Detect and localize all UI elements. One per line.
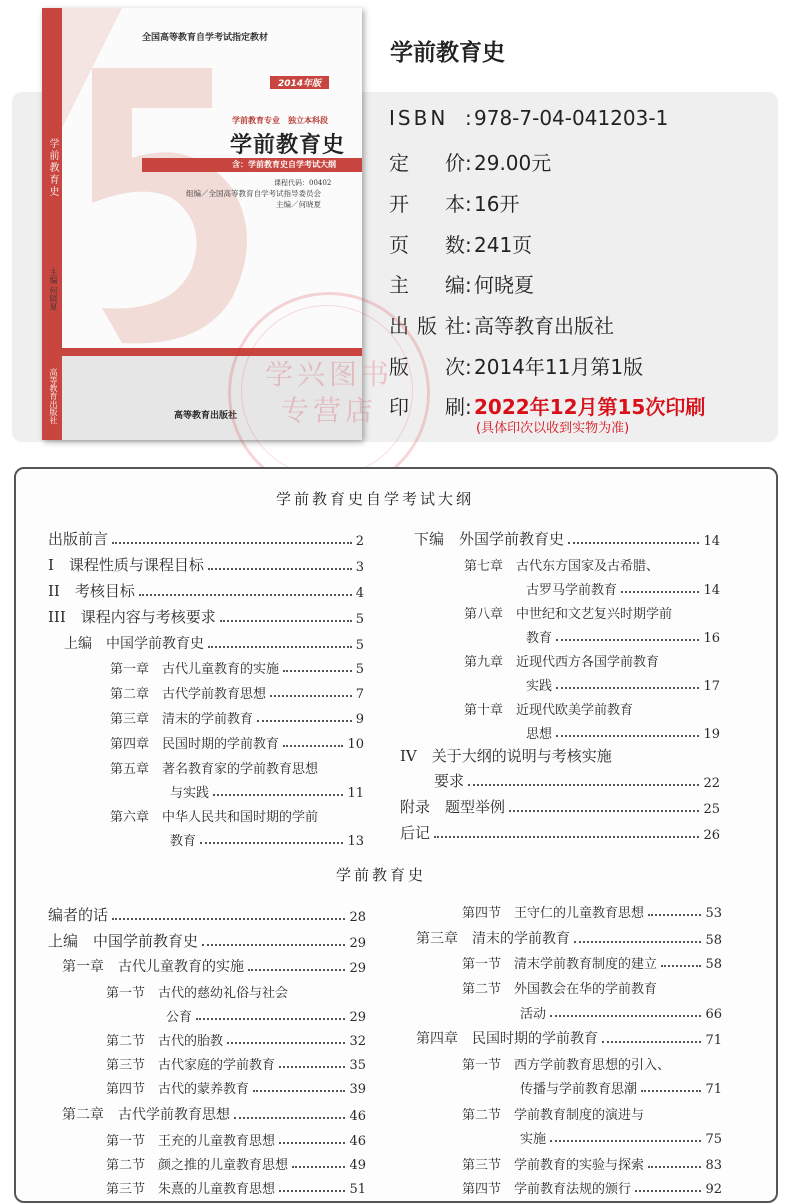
toc-leader-dots (602, 1041, 701, 1043)
cover-year-badge: 2014年版 (270, 76, 329, 89)
toc-entry (520, 1128, 722, 1147)
toc-entry (48, 528, 364, 549)
toc-entry-title: 第二节 古代的胎教 (106, 1034, 224, 1049)
toc-entry (520, 1078, 722, 1097)
toc-page-number: 29 (349, 1010, 366, 1025)
toc-entry (106, 982, 366, 1001)
toc-leader-dots (234, 1117, 345, 1119)
toc-entry-title: 第一章 古代儿童教育的实施 (62, 959, 244, 975)
toc-entry-title: IV 关于大纲的说明与考核实施 (400, 747, 612, 765)
toc-entry-title: 古罗马学前教育 (526, 583, 618, 598)
toc-entry (526, 579, 720, 598)
toc-entry (526, 675, 720, 694)
info-label: ISBN (389, 106, 449, 130)
toc-entry (110, 758, 364, 777)
toc-entry-title: 上编 中国学前教育史 (64, 636, 204, 652)
toc-page-number: 58 (705, 957, 722, 972)
toc-entry-title: 传播与学前教育思潮 (520, 1082, 638, 1097)
toc-leader-dots (279, 1190, 345, 1192)
info-value: 高等教育出版社 (474, 314, 614, 338)
info-label: 开本 (389, 192, 465, 216)
info-value: 978-7-04-041203-1 (474, 106, 669, 130)
toc-leader-dots (202, 944, 345, 946)
toc-entry (166, 1006, 366, 1025)
toc-entry (48, 554, 364, 575)
toc-page-number: 5 (355, 612, 364, 627)
toc-page-number: 46 (349, 1109, 366, 1124)
toc-entry-title: 后记 (400, 824, 431, 842)
toc-leader-dots (550, 1140, 701, 1142)
toc-leader-dots (550, 1015, 701, 1017)
toc-page-number: 58 (705, 933, 722, 948)
toc-entry (462, 1154, 722, 1173)
toc-leader-dots (509, 810, 699, 812)
toc-entry (110, 683, 364, 702)
info-row-format: 开本: 16开 (389, 188, 519, 217)
toc-entry (464, 555, 720, 574)
toc-entry (400, 745, 720, 766)
toc-leader-dots (208, 568, 352, 570)
info-label: 印刷 (389, 395, 465, 419)
toc-entry (464, 651, 720, 670)
toc-page-number: 92 (705, 1182, 722, 1197)
toc-entry (416, 1028, 722, 1048)
info-row-edition: 版次: 2014年11月第1版 (389, 351, 643, 380)
toc-leader-dots (635, 1190, 701, 1192)
toc-entry-title: 第三节 古代家庭的学前教育 (106, 1058, 276, 1073)
toc-leader-dots (139, 594, 352, 596)
toc-page-number: 29 (349, 961, 366, 976)
toc-page-number: 19 (703, 727, 720, 742)
toc-page-number: 46 (349, 1134, 366, 1149)
toc-leader-dots (556, 735, 699, 737)
toc-entry-title: 教育 (526, 631, 553, 646)
toc-entry (464, 603, 720, 622)
toc-entry-title: 第二节 外国教会在华的学前教育 (462, 982, 658, 997)
toc-leader-dots (196, 1018, 345, 1020)
toc-entry-title: 第三章 清末的学前教育 (110, 712, 254, 727)
toc-leader-dots (648, 914, 701, 916)
toc-page-number: 35 (349, 1058, 366, 1073)
toc-entry (414, 528, 720, 549)
toc-leader-dots (574, 941, 701, 943)
toc-leader-dots (279, 1066, 345, 1068)
toc-page-number: 22 (703, 776, 720, 791)
toc-entry-title: 第十章 近现代欧美学前教育 (464, 703, 634, 718)
toc-page-number: 75 (705, 1132, 722, 1147)
toc-entry-title: 第三章 清末的学前教育 (416, 931, 570, 947)
toc-page-number: 7 (355, 687, 364, 702)
toc-entry (110, 708, 364, 727)
toc-page-number: 39 (349, 1082, 366, 1097)
watermark-line2: 专营店 (280, 394, 377, 427)
toc-entry (462, 978, 722, 997)
toc-entry-title: 公育 (166, 1010, 193, 1025)
toc-page-number: 32 (349, 1034, 366, 1049)
toc-leader-dots (648, 1166, 701, 1168)
info-value: 241页 (474, 233, 533, 257)
toc-entry (416, 928, 722, 948)
toc-entry-title: 第二章 古代学前教育思想 (62, 1107, 230, 1123)
toc-leader-dots (568, 542, 699, 544)
toc-leader-dots (248, 969, 345, 971)
toc-page-number: 13 (347, 834, 364, 849)
info-label: 出版社 (389, 314, 465, 338)
info-value: 29.00元 (474, 151, 552, 175)
toc-entry (106, 1130, 366, 1149)
toc-leader-dots (200, 842, 343, 844)
toc-page-number: 9 (355, 712, 364, 727)
toc-entry-title: 第一节 古代的慈幼礼俗与社会 (106, 986, 289, 1001)
cover-chief-editor: 主编／何晓夏 (276, 200, 321, 209)
toc-entry (48, 904, 366, 925)
toc-page-number: 16 (703, 631, 720, 646)
toc-entry-title: 第五章 著名教育家的学前教育思想 (110, 762, 319, 777)
info-value: 何晓夏 (474, 273, 534, 297)
toc-entry-title: 第七章 古代东方国家及古希腊、 (464, 559, 660, 574)
toc-page-number: 83 (705, 1158, 722, 1173)
toc-page-number: 4 (355, 586, 364, 601)
info-label: 定价 (389, 151, 465, 175)
toc-entry-title: 第六章 中华人民共和国时期的学前 (110, 810, 319, 825)
toc-page-number: 14 (703, 534, 720, 549)
toc-entry (48, 580, 364, 601)
toc-leader-dots (556, 687, 699, 689)
toc-entry (106, 1154, 366, 1173)
toc-page-number: 53 (705, 906, 722, 921)
toc-entry-title: 第一节 王充的儿童教育思想 (106, 1134, 276, 1149)
info-row-publisher: 出版社: 高等教育出版社 (389, 310, 614, 339)
toc-leader-dots (279, 1142, 345, 1144)
toc-leader-dots (213, 794, 343, 796)
cover-series: 全国高等教育自学考试指定教材 (142, 33, 269, 43)
toc-entry (462, 1054, 722, 1073)
info-value-printing: 2022年12月第15次印刷 (474, 395, 706, 419)
toc-entry (400, 796, 720, 817)
toc-entry-title: 第四章 民国时期的学前教育 (416, 1031, 598, 1047)
info-row-printing: 印刷: 2022年12月第15次印刷 (389, 391, 705, 420)
toc-entry-title: 第九章 近现代西方各国学前教育 (464, 655, 660, 670)
toc-page-number: 66 (705, 1007, 722, 1022)
toc-leader-dots (641, 1090, 701, 1092)
toc-page-number: 11 (347, 786, 364, 801)
toc-page-number: 28 (349, 910, 366, 925)
toc-leader-dots (257, 720, 352, 722)
toc-leader-dots (283, 670, 352, 672)
toc-leader-dots (556, 639, 699, 641)
toc-leader-dots (434, 836, 699, 838)
toc-leader-dots (283, 745, 343, 747)
toc-entry (462, 1104, 722, 1123)
cover-major-line: 学前教育专业 独立本科段 (232, 115, 328, 125)
toc-entry (48, 930, 366, 951)
toc-entry-title: 第四节 古代的蒙养教育 (106, 1082, 250, 1097)
info-row-price: 定价: 29.00元 (389, 147, 551, 176)
toc-entry-title: 要求 (434, 772, 465, 790)
toc-page-number: 49 (349, 1158, 366, 1173)
toc-entry-title: 与实践 (170, 786, 210, 801)
toc-leader-dots (292, 1166, 345, 1168)
product-title: 学前教育史 (390, 40, 505, 66)
toc-entry (106, 1078, 366, 1097)
cover-organizer: 组编／全国高等教育自学考试指导委员会 (186, 189, 321, 198)
syllabus-title: 学前教育史自学考试大纲 (276, 490, 475, 508)
info-label: 主编 (389, 273, 465, 297)
toc-leader-dots (208, 646, 352, 648)
toc-entry-title: 第三节 朱熹的儿童教育思想 (106, 1182, 276, 1197)
toc-entry-title: 思想 (526, 727, 553, 742)
spine-title: 学前教育史 (47, 138, 58, 198)
info-row-isbn: ISBN : 978-7-04-041203-1 (389, 106, 669, 130)
toc-entry (520, 1003, 722, 1022)
toc-entry (464, 699, 720, 718)
toc-entry-title: 第三节 学前教育的实验与探索 (462, 1158, 645, 1173)
toc-entry-title: 第八章 中世纪和文艺复兴时期学前 (464, 607, 673, 622)
toc-entry (110, 733, 364, 752)
toc-entry-title: 活动 (520, 1007, 547, 1022)
toc-entry-title: 实施 (520, 1132, 547, 1147)
toc-entry-title: 第四章 民国时期的学前教育 (110, 737, 280, 752)
toc-page-number: 71 (705, 1033, 722, 1048)
toc-entry-title: 第二节 学前教育制度的演进与 (462, 1108, 645, 1123)
toc-entry-title: 第四节 学前教育法规的颁行 (462, 1182, 632, 1197)
info-row-pages: 页数: 241页 (389, 229, 532, 258)
toc-page-number: 17 (703, 679, 720, 694)
toc-entry-title: 第二节 颜之推的儿童教育思想 (106, 1158, 289, 1173)
toc-leader-dots (468, 784, 699, 786)
toc-entry (106, 1030, 366, 1049)
info-value: 2014年11月第1版 (474, 355, 644, 379)
toc-entry-title: 第一节 清末学前教育制度的建立 (462, 957, 658, 972)
toc-page-number: 26 (703, 828, 720, 843)
toc-entry (48, 606, 364, 627)
toc-entry-title: 出版前言 (48, 530, 109, 548)
info-row-editor: 主编: 何晓夏 (389, 269, 534, 298)
toc-leader-dots (112, 918, 345, 920)
toc-entry-title: 第一节 西方学前教育思想的引入、 (462, 1058, 671, 1073)
toc-entry-title: 附录 题型举例 (400, 798, 506, 816)
toc-page-number: 71 (705, 1082, 722, 1097)
toc-entry (526, 723, 720, 742)
cover-publisher: 高等教育出版社 (174, 411, 238, 421)
toc-entry-title: III 课程内容与考核要求 (48, 608, 216, 626)
toc-entry-title: 实践 (526, 679, 553, 694)
toc-entry-title: 上编 中国学前教育史 (48, 932, 199, 950)
toc-entry-title: 第二章 古代学前教育思想 (110, 687, 267, 702)
watermark-line1: 学兴图书 (264, 358, 393, 391)
toc-entry (462, 902, 722, 921)
toc-entry (400, 822, 720, 843)
info-label: 页数 (389, 233, 465, 257)
toc-page-number: 10 (347, 737, 364, 752)
toc-page-number: 2 (355, 534, 364, 549)
toc-leader-dots (661, 965, 701, 967)
toc-entry-title: 下编 外国学前教育史 (414, 530, 565, 548)
toc-entry (106, 1054, 366, 1073)
toc-page-number: 14 (703, 583, 720, 598)
toc-entry (170, 782, 364, 801)
print-note: (具体印次以收到实物为准) (476, 421, 630, 436)
toc-page-number: 25 (703, 802, 720, 817)
info-value: 16开 (474, 192, 520, 216)
cover-subtitle: 含：学前教育史自学考试大纲 (232, 159, 336, 169)
toc-entry-title: II 考核目标 (48, 582, 135, 600)
toc-entry (64, 633, 364, 653)
toc-page-number: 5 (355, 638, 364, 653)
toc-page-number: 51 (349, 1182, 366, 1197)
toc-entry-title: 第四节 王守仁的儿童教育思想 (462, 906, 645, 921)
toc-page-number: 3 (355, 560, 364, 575)
toc-entry (110, 806, 364, 825)
cover-title: 学前教育史 (230, 132, 346, 158)
toc-leader-dots (621, 591, 699, 593)
store-watermark-seal (228, 292, 430, 494)
toc-leader-dots (227, 1042, 345, 1044)
toc-entry (106, 1178, 366, 1197)
toc-entry-title: I 课程性质与课程目标 (48, 556, 204, 574)
toc-leader-dots (220, 620, 352, 622)
toc-entry-title: 教育 (170, 834, 197, 849)
history-title: 学前教育史 (336, 866, 427, 884)
toc-entry (170, 830, 364, 849)
toc-leader-dots (253, 1090, 345, 1092)
toc-entry (62, 956, 366, 976)
spine-publisher: 高等教育出版社 (49, 368, 58, 424)
toc-leader-dots (270, 695, 352, 697)
toc-entry-title: 编者的话 (48, 906, 109, 924)
toc-entry (462, 1178, 722, 1197)
toc-entry (434, 770, 720, 791)
cover-subtitle-bar (142, 158, 362, 172)
toc-entry (110, 658, 364, 677)
spine-editor: 主编 何晓夏 (49, 268, 58, 311)
toc-entry-title: 第一章 古代儿童教育的实施 (110, 662, 280, 677)
toc-entry (526, 627, 720, 646)
toc-entry (62, 1104, 366, 1124)
info-label: 版次 (389, 355, 465, 379)
toc-leader-dots (112, 542, 352, 544)
toc-page-number: 5 (355, 662, 364, 677)
toc-page-number: 29 (349, 936, 366, 951)
toc-entry (462, 953, 722, 972)
cover-course-code: 课程代码：00402 (274, 179, 332, 187)
